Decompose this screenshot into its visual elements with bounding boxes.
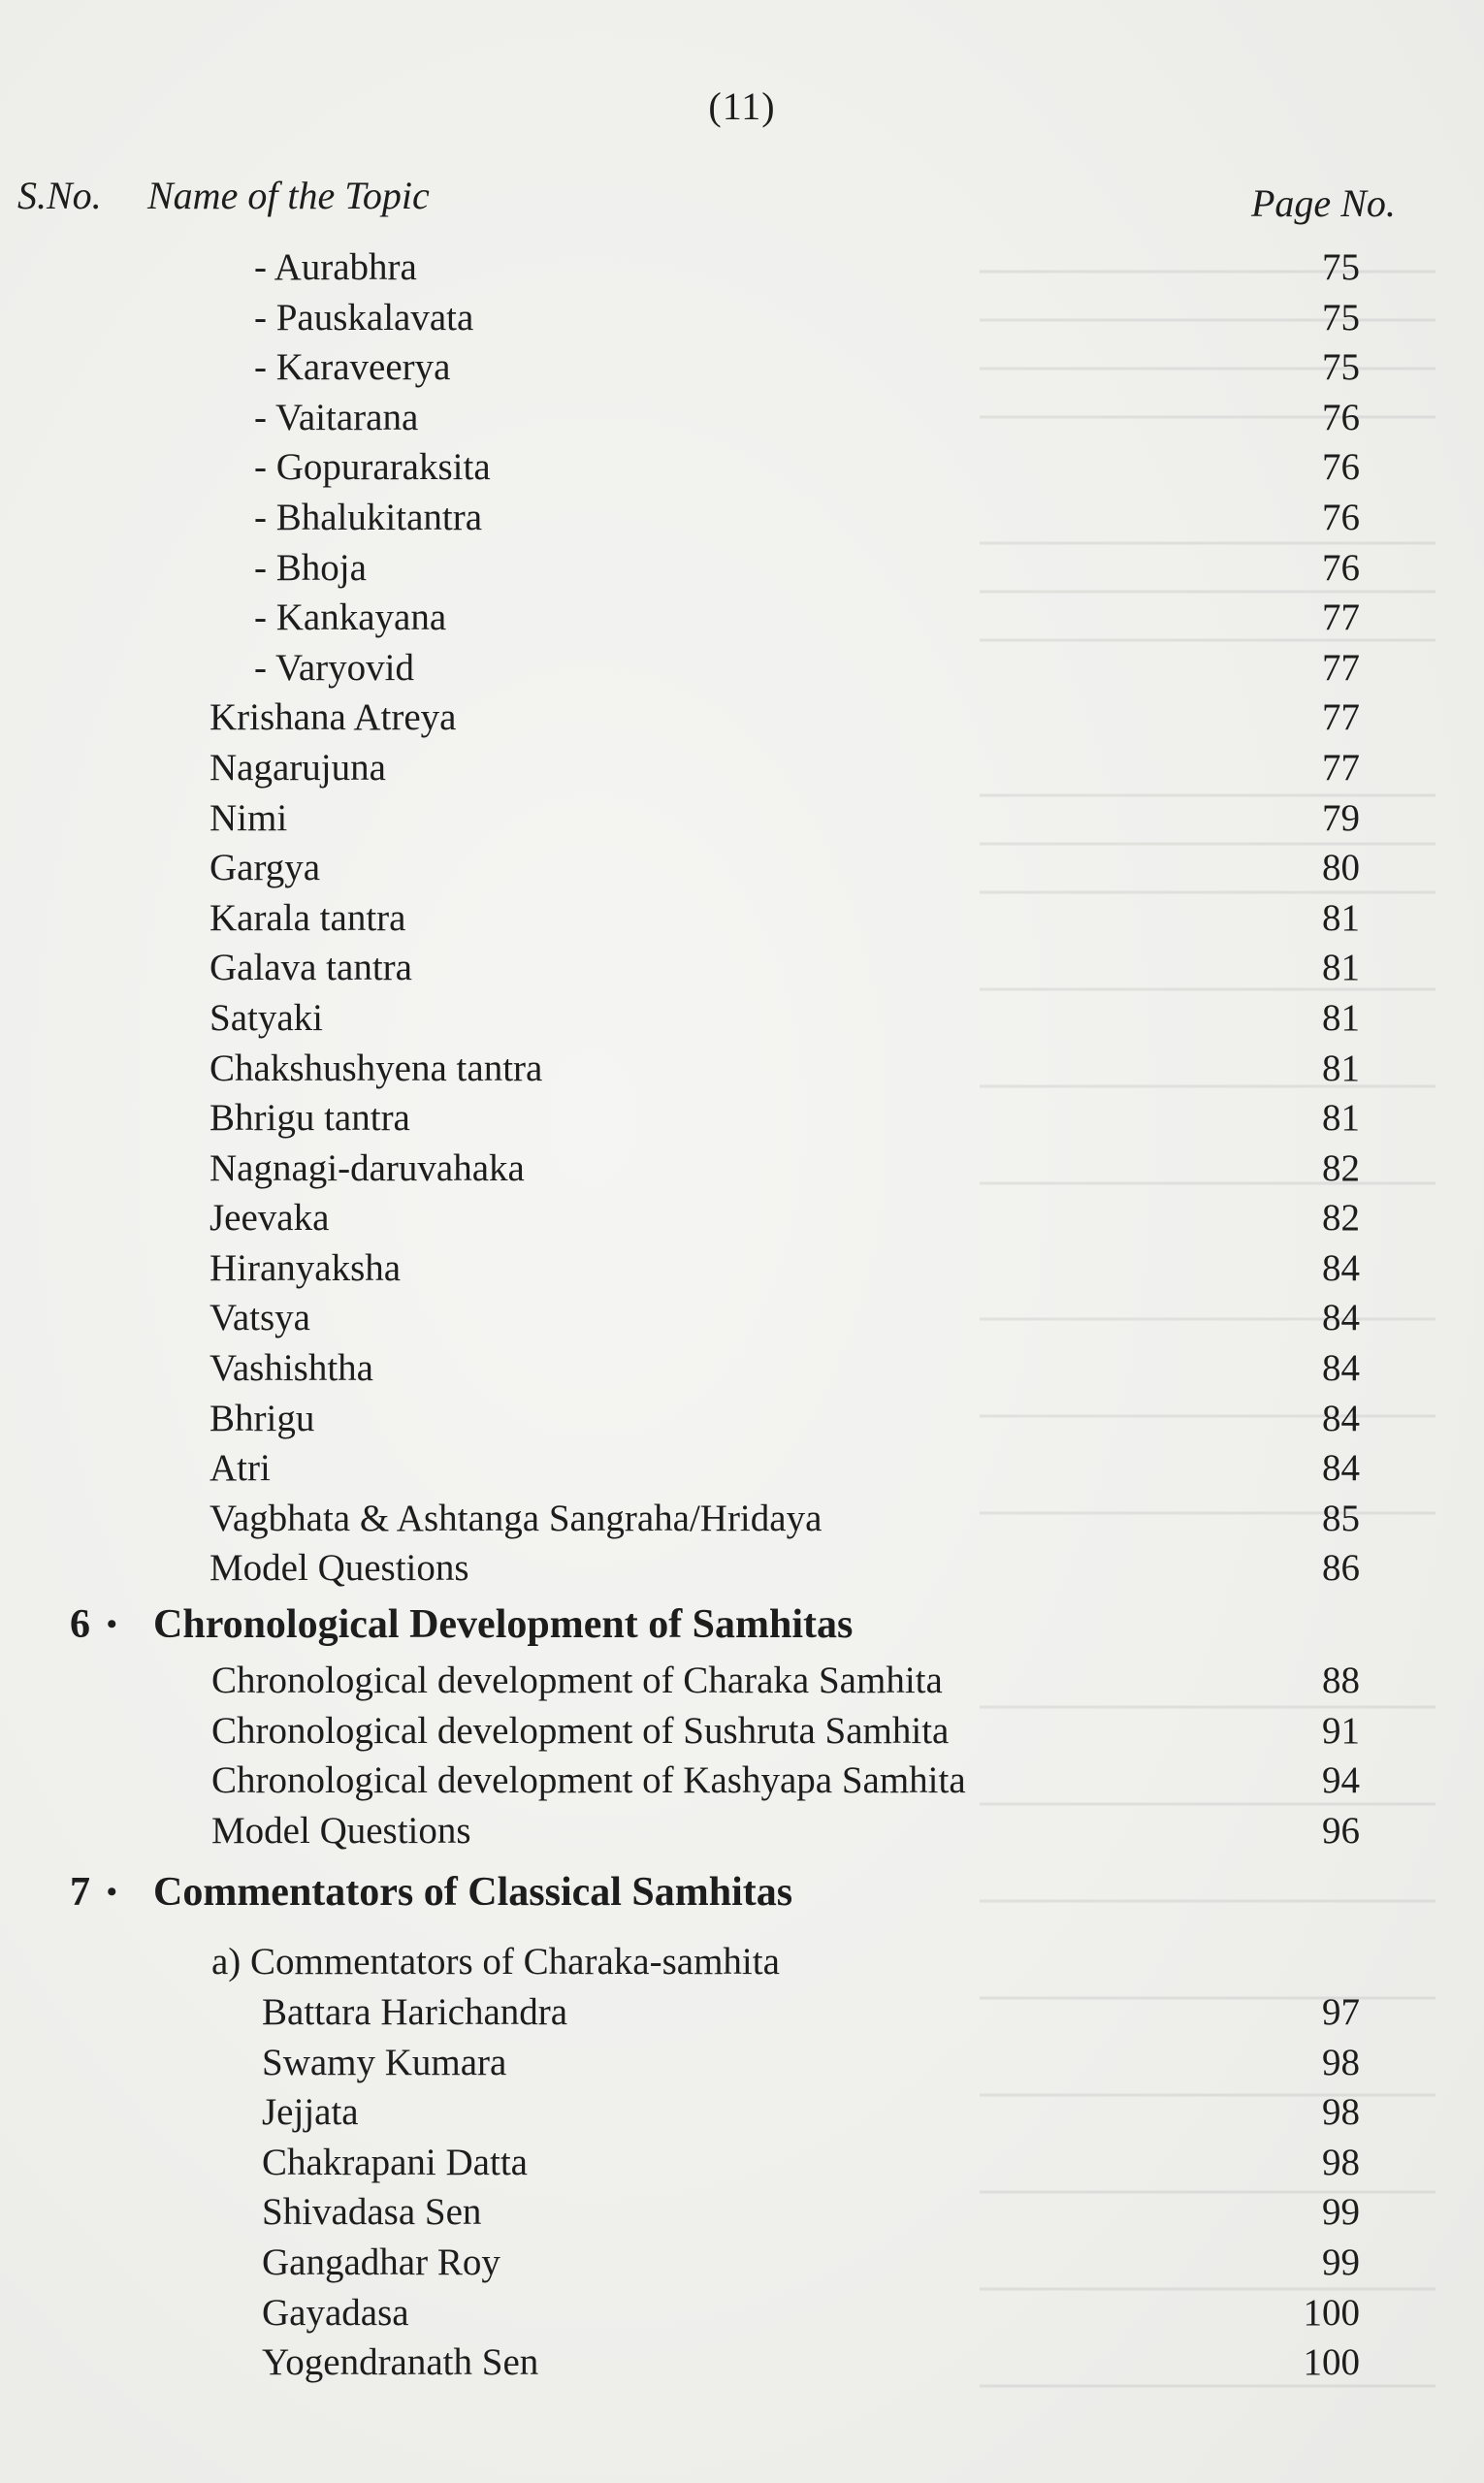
- section-number: 7: [70, 1870, 90, 1916]
- toc-entry: [0, 1243, 1484, 1294]
- toc-entry: [0, 1756, 1484, 1806]
- toc-entry-page: 85: [1322, 1497, 1360, 1539]
- toc-entry-title: Battara Harichandra: [262, 1991, 568, 2033]
- toc-entry: [0, 1093, 1484, 1144]
- toc-entry: [0, 843, 1484, 893]
- toc-entry-title: - Karaveerya: [254, 346, 451, 389]
- toc-entry-page: 81: [1322, 896, 1360, 939]
- toc-entry-title: Chakshushyena tantra: [210, 1047, 543, 1089]
- toc-entry-title: - Vaitarana: [254, 396, 419, 438]
- toc-entry: [0, 493, 1484, 543]
- toc-entry-page: 97: [1322, 1991, 1360, 2033]
- toc-entry-page: 88: [1322, 1660, 1360, 1702]
- toc-entry: [0, 1394, 1484, 1444]
- section-title: Chronological Development of Samhitas: [153, 1602, 854, 1648]
- column-header-page: Page No.: [1251, 181, 1396, 225]
- toc-entry: [0, 643, 1484, 693]
- toc-entry-page: 81: [1322, 996, 1360, 1039]
- toc-entry-page: 84: [1322, 1397, 1360, 1439]
- section-bullet: •: [107, 1608, 117, 1641]
- toc-entry-title: - Varyovid: [254, 646, 415, 689]
- toc-entry: [0, 2238, 1484, 2288]
- toc-entry: [0, 1343, 1484, 1394]
- toc-entry-title: Gayadasa: [262, 2291, 409, 2334]
- toc-entry: [0, 2288, 1484, 2338]
- toc-entry: [0, 442, 1484, 493]
- toc-entry-title: Nimi: [210, 796, 288, 839]
- section-heading: [0, 1861, 1484, 1923]
- toc-entry-page: 84: [1322, 1246, 1360, 1289]
- toc-entry-title: Nagnagi-daruvahaka: [210, 1146, 525, 1189]
- toc-entry: [0, 242, 1484, 293]
- toc-entry: [0, 393, 1484, 443]
- toc-entry-title: Galava tantra: [210, 947, 412, 989]
- toc-entry-page: 77: [1322, 597, 1360, 639]
- toc-entry: [0, 2338, 1484, 2388]
- toc-entry-title: Jejjata: [262, 2091, 359, 2134]
- section-bullet: •: [107, 1876, 117, 1909]
- toc-entry-page: 100: [1303, 2291, 1360, 2334]
- toc-entry-page: 84: [1322, 1297, 1360, 1339]
- column-header-sno: S.No.: [17, 174, 102, 217]
- toc-entry-page: 98: [1322, 2091, 1360, 2134]
- subsection-title: a) Commentators of Charaka-samhita: [211, 1941, 780, 1983]
- toc-entry: [0, 1443, 1484, 1494]
- toc-entry-title: Gargya: [210, 847, 321, 889]
- toc-entry: [0, 943, 1484, 993]
- toc-entry-title: - Kankayana: [254, 597, 447, 639]
- toc-entry-title: Swamy Kumara: [262, 2041, 507, 2083]
- toc-entry-title: Jeevaka: [210, 1197, 330, 1240]
- toc-entry: [0, 1543, 1484, 1594]
- table-of-contents: [0, 242, 1484, 2388]
- toc-entry-page: 77: [1322, 696, 1360, 739]
- toc-entry-page: 75: [1322, 246, 1360, 288]
- toc-entry-title: Yogendranath Sen: [262, 2341, 539, 2384]
- toc-entry: [0, 1494, 1484, 1544]
- toc-entry-page: 76: [1322, 496, 1360, 538]
- toc-entry: [0, 893, 1484, 944]
- toc-entry: [0, 1293, 1484, 1343]
- toc-entry-page: 76: [1322, 396, 1360, 438]
- toc-entry: [0, 1656, 1484, 1706]
- toc-entry: [0, 342, 1484, 393]
- toc-entry-page: 98: [1322, 2041, 1360, 2083]
- toc-entry-title: - Bhalukitantra: [254, 496, 483, 538]
- toc-entry-page: 84: [1322, 1347, 1360, 1390]
- toc-entry-page: 77: [1322, 746, 1360, 789]
- toc-entry-title: Vagbhata & Ashtanga Sangraha/Hridaya: [210, 1497, 823, 1539]
- toc-entry-page: 82: [1322, 1197, 1360, 1240]
- toc-entry-title: Krishana Atreya: [210, 696, 457, 739]
- section-title: Commentators of Classical Samhitas: [153, 1870, 793, 1916]
- toc-entry-page: 75: [1322, 346, 1360, 389]
- toc-entry: [0, 993, 1484, 1044]
- toc-entry-title: Vashishtha: [210, 1347, 373, 1390]
- toc-entry: [0, 1144, 1484, 1194]
- section-number: 6: [70, 1602, 90, 1648]
- toc-entry-page: 75: [1322, 296, 1360, 339]
- toc-entry-page: 79: [1322, 796, 1360, 839]
- toc-entry-title: Karala tantra: [210, 896, 406, 939]
- toc-entry-title: - Aurabhra: [254, 246, 417, 288]
- toc-entry-page: 86: [1322, 1547, 1360, 1590]
- toc-entry: [0, 793, 1484, 844]
- toc-entry-title: Bhrigu: [210, 1397, 315, 1439]
- toc-entry: [0, 543, 1484, 594]
- toc-entry-title: - Bhoja: [254, 546, 367, 589]
- toc-entry-page: 76: [1322, 546, 1360, 589]
- toc-entry: [0, 2187, 1484, 2238]
- toc-entry-page: 99: [1322, 2191, 1360, 2234]
- toc-entry: [0, 1987, 1484, 2038]
- toc-entry-title: - Gopuraraksita: [254, 446, 491, 489]
- toc-entry-title: Model Questions: [211, 1809, 471, 1852]
- toc-entry-page: 98: [1322, 2141, 1360, 2183]
- toc-entry-page: 81: [1322, 1047, 1360, 1089]
- toc-entry-page: 81: [1322, 947, 1360, 989]
- toc-entry-title: Satyaki: [210, 996, 323, 1039]
- toc-entry-title: - Pauskalavata: [254, 296, 474, 339]
- toc-entry: [0, 1706, 1484, 1757]
- toc-entry-page: 99: [1322, 2241, 1360, 2283]
- toc-entry-title: Chakrapani Datta: [262, 2141, 528, 2183]
- toc-entry-page: 82: [1322, 1146, 1360, 1189]
- toc-entry-page: 76: [1322, 446, 1360, 489]
- toc-entry: [0, 1193, 1484, 1243]
- toc-entry: [0, 2138, 1484, 2188]
- toc-entry: [0, 743, 1484, 793]
- toc-entry-page: 94: [1322, 1759, 1360, 1802]
- toc-entry: [0, 2087, 1484, 2138]
- toc-entry-page: 81: [1322, 1097, 1360, 1140]
- toc-entry: [0, 2038, 1484, 2088]
- toc-entry-page: 77: [1322, 646, 1360, 689]
- section-heading: [0, 1594, 1484, 1656]
- toc-entry-title: Nagarujuna: [210, 746, 386, 789]
- toc-entry: [0, 693, 1484, 743]
- toc-entry-page: 84: [1322, 1447, 1360, 1490]
- toc-entry: [0, 293, 1484, 343]
- page-number: (11): [708, 84, 776, 128]
- toc-entry-title: Atri: [210, 1447, 271, 1490]
- toc-entry-title: Hiranyaksha: [210, 1246, 402, 1289]
- toc-entry: [0, 1044, 1484, 1094]
- toc-entry-page: 96: [1322, 1809, 1360, 1852]
- toc-entry: [0, 593, 1484, 643]
- toc-entry-title: Chronological development of Charaka Samhita: [211, 1660, 943, 1702]
- subsection-heading: [0, 1937, 1484, 1987]
- toc-entry-page: 91: [1322, 1709, 1360, 1752]
- toc-entry-title: Shivadasa Sen: [262, 2191, 482, 2234]
- toc-entry-title: Bhrigu tantra: [210, 1097, 410, 1140]
- toc-entry-title: Gangadhar Roy: [262, 2241, 500, 2283]
- column-header-topic: Name of the Topic: [147, 174, 430, 217]
- toc-entry-page: 100: [1303, 2341, 1360, 2384]
- toc-entry: [0, 1806, 1484, 1856]
- toc-entry-title: Vatsya: [210, 1297, 310, 1339]
- toc-entry-page: 80: [1322, 847, 1360, 889]
- toc-entry-title: Chronological development of Sushruta Samhita: [211, 1709, 950, 1752]
- toc-entry-title: Chronological development of Kashyapa Samhita: [211, 1759, 966, 1802]
- toc-entry-title: Model Questions: [210, 1547, 469, 1590]
